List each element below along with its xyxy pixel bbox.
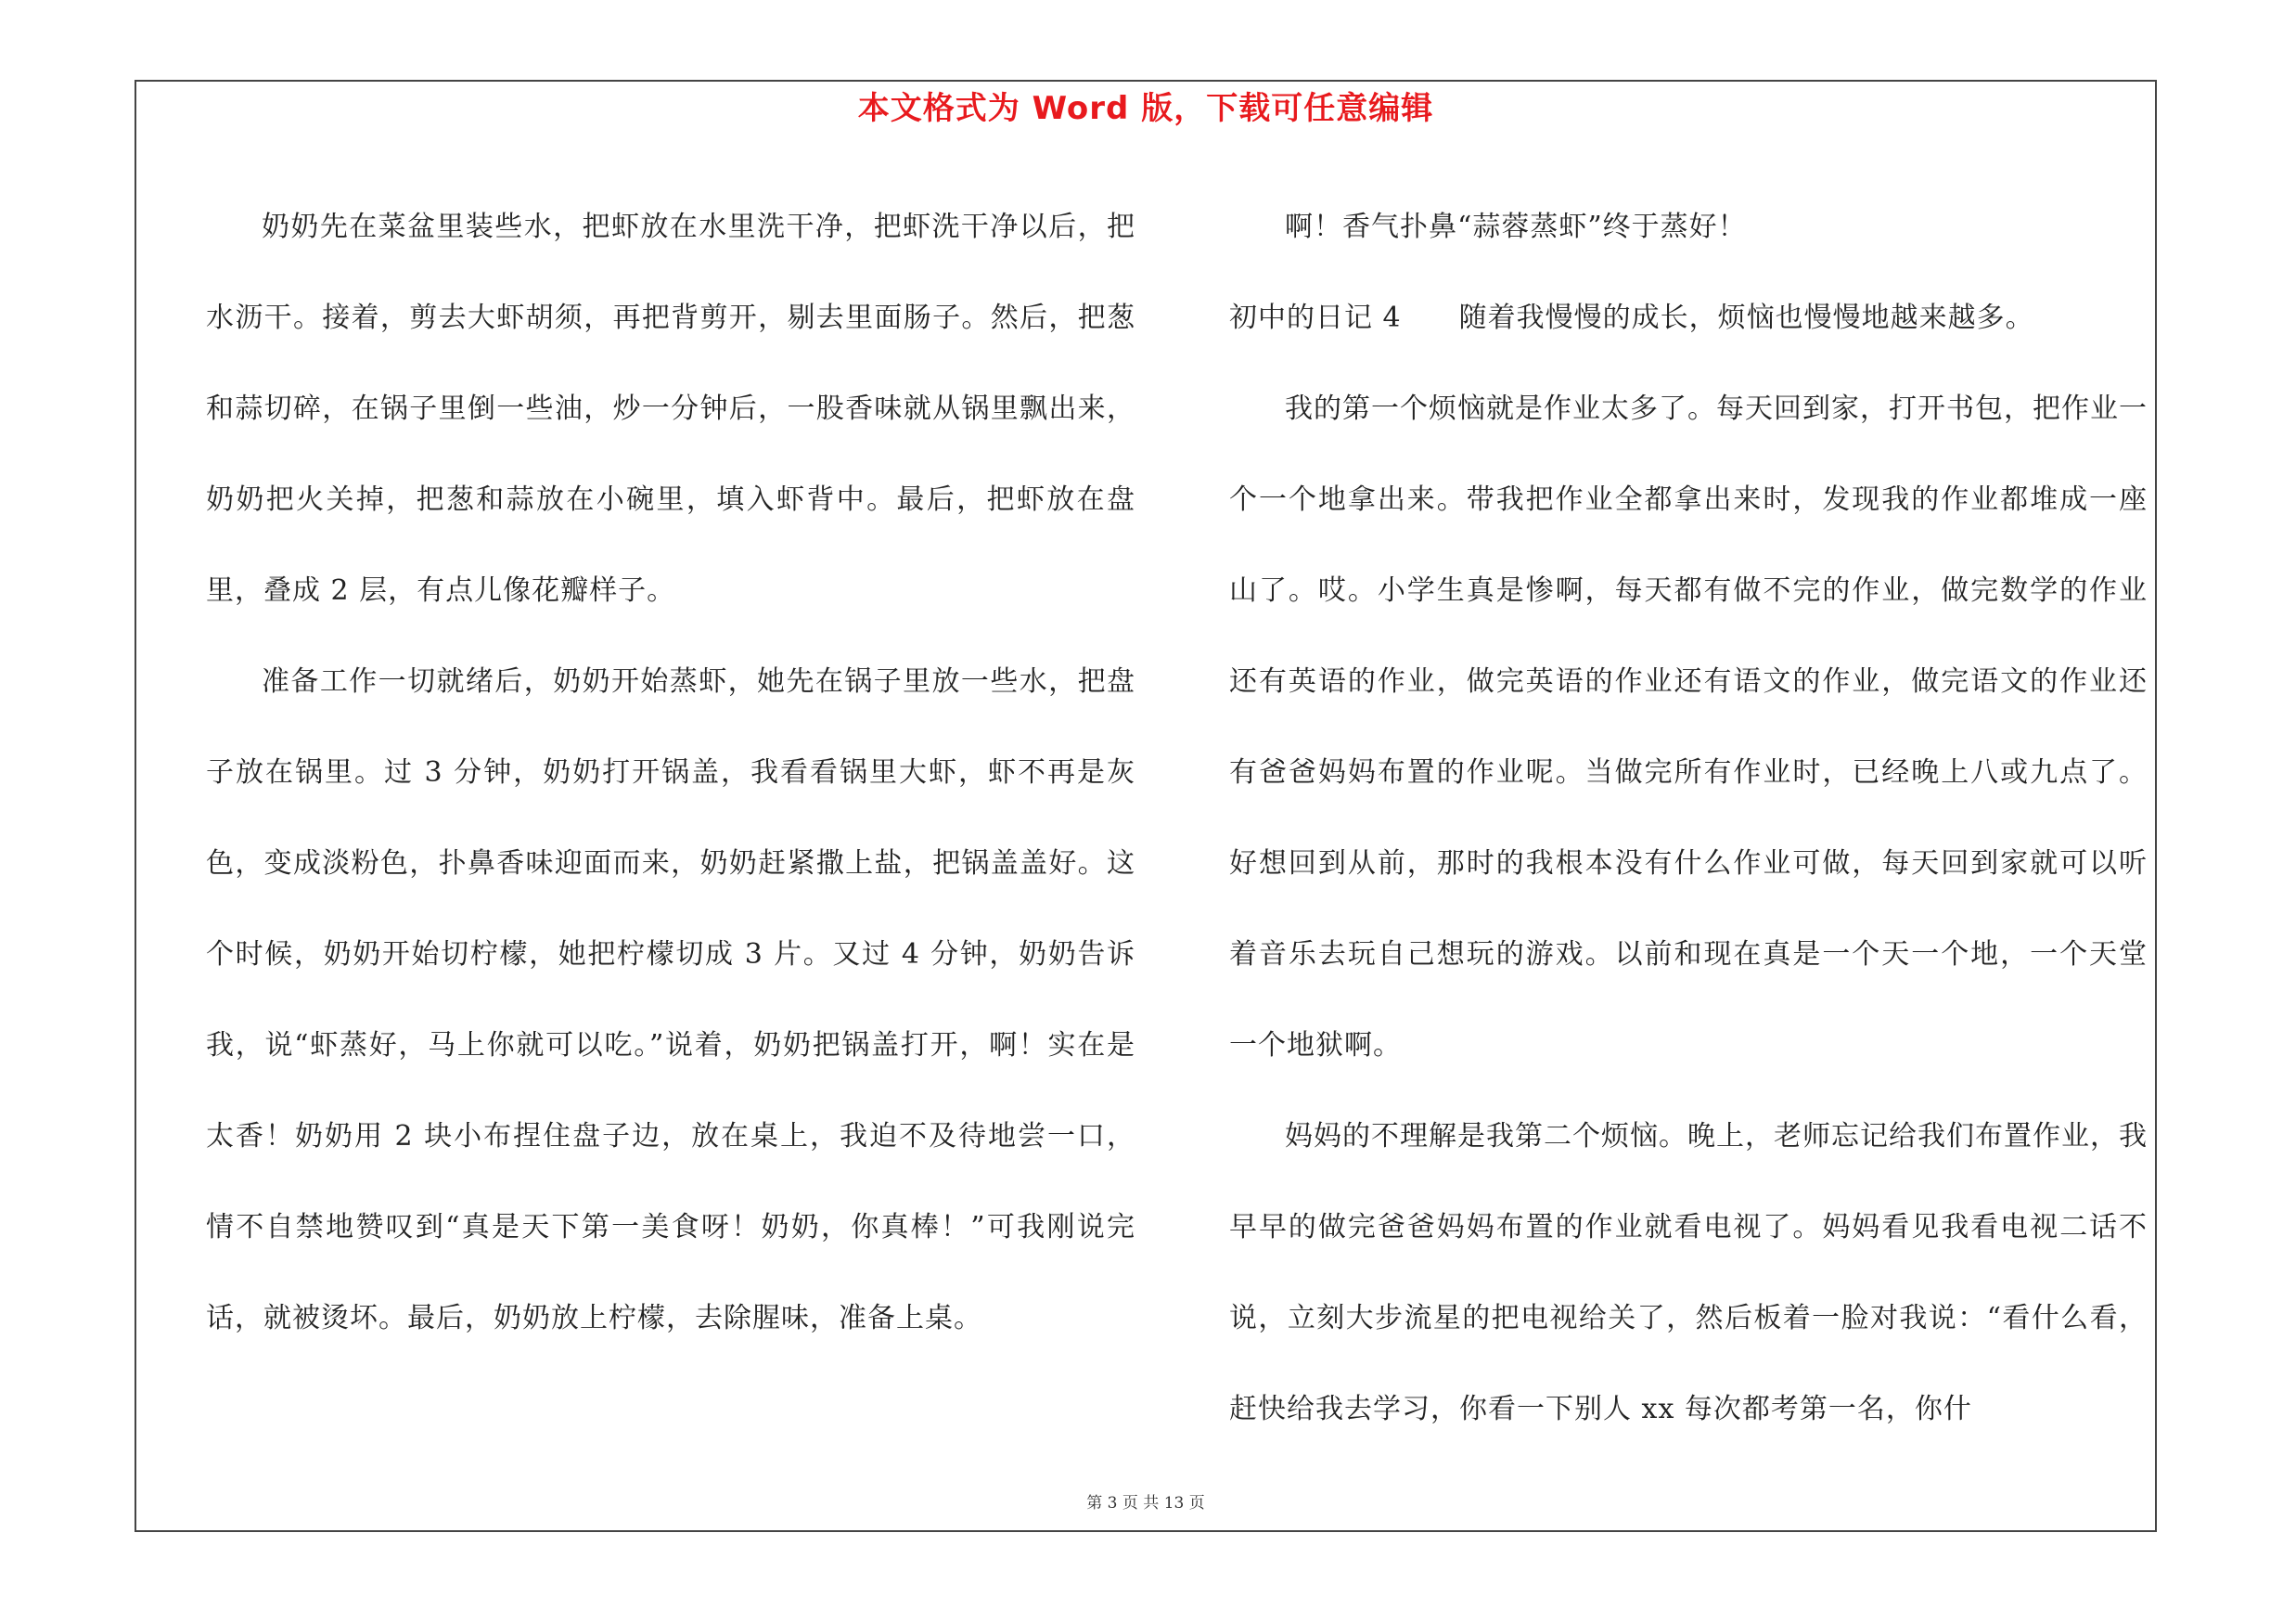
paragraph: 妈妈的不理解是我第二个烦恼。晚上，老师忘记给我们布置作业，我早早的做完爸爸妈妈布置的作业就看电视了。妈妈看见我看电视二话不说，立刻大步流星的把电视给关了，然后板着一脸对我说：“看什么看，赶快给我去学习，你看一下别人 xx 每次都考第一名，你什	[1229, 1120, 2148, 1425]
paragraph: 奶奶先在菜盆里装些水，把虾放在水里洗干净，把虾洗干净以后，把水沥干。接着，剪去大虾胡须，再把背剪开，剔去里面肠子。然后，把葱和蒜切碎，在锅子里倒一些油，炒一分钟后，一股香味就从锅里飘出来，奶奶把火关掉，把葱和蒜放在小碗里，填入虾背中。最后，把虾放在盘里，叠成 2 层，有点儿像花瓣样子。	[206, 211, 1135, 607]
format-notice-banner: 本文格式为 Word 版，下载可任意编辑	[857, 90, 1434, 127]
paragraph: 准备工作一切就绪后，奶奶开始蒸虾，她先在锅子里放一些水，把盘子放在锅里。过 3 分钟，奶奶打开锅盖，我看看锅里大虾，虾不再是灰色，变成淡粉色，扑鼻香味迎面而来，奶奶赶紧撒上盐，把锅盖盖好。这个时候，奶奶开始切柠檬，她把柠檬切成 3 片。又过 4 分钟，奶奶告诉我，说“虾蒸好，马上你就可以吃。”说着，奶奶把锅盖打开，啊！实在是太香！奶奶用 2 块小布捏住盘子边，放在桌上，我迫不及待地尝一口，情不自禁地赞叹到“真是天下第一美食呀！奶奶，你真棒！”可我刚说完话，就被烫坏。最后，奶奶放上柠檬，去除腥味，准备上桌。	[206, 665, 1135, 1334]
page-number: 第 3 页 共 13 页	[1086, 1494, 1205, 1513]
right-column	[1229, 182, 2148, 1455]
paragraph: 啊！香气扑鼻“蒜蓉蒸虾”终于蒸好！	[1285, 211, 1747, 243]
paragraph: 我的第一个烦恼就是作业太多了。每天回到家，打开书包，把作业一个一个地拿出来。带我把作业全都拿出来时，发现我的作业都堆成一座山了。哎。小学生真是惨啊，每天都有做不完的作业，做完数学的作业还有英语的作业，做完英语的作业还有语文的作业，做完语文的作业还有爸爸妈妈布置的作业呢。当做完所有作业时，已经晚上八或九点了。好想回到从前，那时的我根本没有什么作业可做，每天回到家就可以听着音乐去玩自己想玩的游戏。以前和现在真是一个天一个地，一个天堂一个地狱啊。	[1229, 393, 2148, 1062]
diary-heading-paragraph: 初中的日记 4 随着我慢慢的成长，烦恼也慢慢地越来越多。	[1229, 302, 2034, 334]
left-column	[206, 182, 1135, 1364]
